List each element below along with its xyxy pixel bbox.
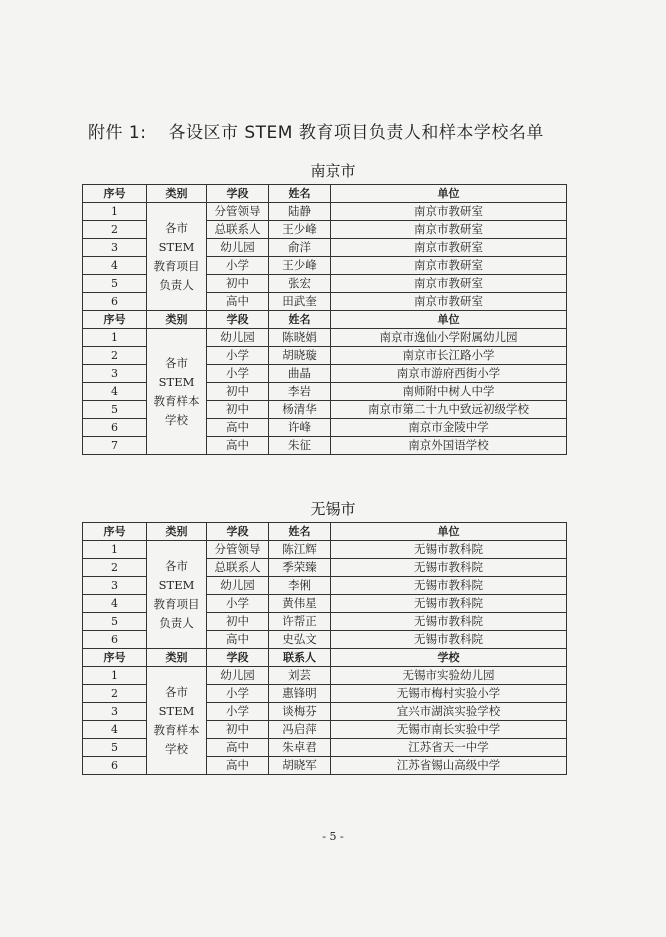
unit-cell: 南京市教研室 bbox=[331, 293, 567, 311]
unit-cell: 宜兴市湖滨实验学校 bbox=[331, 703, 567, 721]
leader-row bbox=[83, 203, 567, 221]
row-index: 1 bbox=[83, 667, 147, 685]
document-title: 各设区市 STEM 教育项目负责人和样本学校名单 bbox=[168, 123, 544, 143]
person-name-cell: 陈江辉 bbox=[269, 541, 331, 559]
header-index: 序号 bbox=[83, 523, 147, 541]
page-title bbox=[88, 118, 608, 143]
stage-cell: 初中 bbox=[207, 721, 269, 739]
attachment-label: 附件 1: bbox=[88, 123, 147, 143]
person-name-cell: 许峰 bbox=[269, 419, 331, 437]
nanjing-table bbox=[82, 184, 567, 455]
person-name-cell: 黄伟星 bbox=[269, 595, 331, 613]
unit-cell: 南京外国语学校 bbox=[331, 437, 567, 455]
person-name-cell: 许帮正 bbox=[269, 613, 331, 631]
person-name-cell: 王少峰 bbox=[269, 257, 331, 275]
row-index: 4 bbox=[83, 257, 147, 275]
row-index: 2 bbox=[83, 559, 147, 577]
person-name-cell: 陈晓娟 bbox=[269, 329, 331, 347]
row-index: 2 bbox=[83, 347, 147, 365]
stage-cell: 高中 bbox=[207, 437, 269, 455]
stage-cell: 幼儿园 bbox=[207, 667, 269, 685]
unit-cell: 无锡市教科院 bbox=[331, 559, 567, 577]
school-category-cell: 各市 STEM 教育样本学校 bbox=[147, 329, 207, 455]
unit-cell: 无锡市实验幼儿园 bbox=[331, 667, 567, 685]
person-name-cell: 田武奎 bbox=[269, 293, 331, 311]
school-row bbox=[83, 329, 567, 347]
row-index: 1 bbox=[83, 203, 147, 221]
unit-cell: 南京市游府西街小学 bbox=[331, 365, 567, 383]
person-name-cell: 冯启萍 bbox=[269, 721, 331, 739]
header-stage: 学段 bbox=[207, 649, 269, 667]
stage-cell: 高中 bbox=[207, 739, 269, 757]
stage-cell: 初中 bbox=[207, 613, 269, 631]
row-index: 7 bbox=[83, 437, 147, 455]
unit-cell: 无锡市教科院 bbox=[331, 577, 567, 595]
leader-row bbox=[83, 541, 567, 559]
header-name: 姓名 bbox=[269, 523, 331, 541]
person-name-cell: 刘芸 bbox=[269, 667, 331, 685]
header-category: 类别 bbox=[147, 185, 207, 203]
header-stage: 学段 bbox=[207, 523, 269, 541]
stage-cell: 总联系人 bbox=[207, 221, 269, 239]
person-name-cell: 胡晓璇 bbox=[269, 347, 331, 365]
row-index: 4 bbox=[83, 595, 147, 613]
unit-cell: 无锡市教科院 bbox=[331, 541, 567, 559]
school-header-row bbox=[83, 311, 567, 329]
person-name-cell: 胡晓军 bbox=[269, 757, 331, 775]
unit-cell: 江苏省天一中学 bbox=[331, 739, 567, 757]
row-index: 3 bbox=[83, 365, 147, 383]
stage-cell: 幼儿园 bbox=[207, 577, 269, 595]
person-name-cell: 杨清华 bbox=[269, 401, 331, 419]
person-name-cell: 陆静 bbox=[269, 203, 331, 221]
stage-cell: 小学 bbox=[207, 257, 269, 275]
stage-cell: 初中 bbox=[207, 401, 269, 419]
row-index: 5 bbox=[83, 275, 147, 293]
header-name: 姓名 bbox=[269, 311, 331, 329]
header-category: 类别 bbox=[147, 311, 207, 329]
row-index: 5 bbox=[83, 739, 147, 757]
header-stage: 学段 bbox=[207, 185, 269, 203]
leader-header-row bbox=[83, 523, 567, 541]
unit-cell: 南京市教研室 bbox=[331, 203, 567, 221]
row-index: 2 bbox=[83, 221, 147, 239]
row-index: 3 bbox=[83, 239, 147, 257]
row-index: 3 bbox=[83, 577, 147, 595]
city-heading-nanjing: 南京市 bbox=[310, 162, 356, 180]
stage-cell: 高中 bbox=[207, 631, 269, 649]
person-name-cell: 李岩 bbox=[269, 383, 331, 401]
unit-cell: 南京市教研室 bbox=[331, 257, 567, 275]
unit-cell: 南京市逸仙小学附属幼儿园 bbox=[331, 329, 567, 347]
row-index: 4 bbox=[83, 721, 147, 739]
row-index: 6 bbox=[83, 757, 147, 775]
person-name-cell: 惠锋明 bbox=[269, 685, 331, 703]
unit-cell: 江苏省锡山高级中学 bbox=[331, 757, 567, 775]
row-index: 2 bbox=[83, 685, 147, 703]
school-row bbox=[83, 667, 567, 685]
unit-cell: 无锡市教科院 bbox=[331, 631, 567, 649]
person-name-cell: 史弘文 bbox=[269, 631, 331, 649]
row-index: 6 bbox=[83, 293, 147, 311]
row-index: 5 bbox=[83, 401, 147, 419]
page-number: - 5 - bbox=[322, 830, 344, 843]
header-name: 联系人 bbox=[269, 649, 331, 667]
header-unit: 学校 bbox=[331, 649, 567, 667]
person-name-cell: 曲晶 bbox=[269, 365, 331, 383]
stage-cell: 总联系人 bbox=[207, 559, 269, 577]
header-category: 类别 bbox=[147, 523, 207, 541]
header-name: 姓名 bbox=[269, 185, 331, 203]
person-name-cell: 张宏 bbox=[269, 275, 331, 293]
stage-cell: 小学 bbox=[207, 365, 269, 383]
school-header-row bbox=[83, 649, 567, 667]
stage-cell: 分管领导 bbox=[207, 541, 269, 559]
city-heading-wuxi: 无锡市 bbox=[310, 500, 356, 518]
stage-cell: 小学 bbox=[207, 703, 269, 721]
leader-header-row bbox=[83, 185, 567, 203]
unit-cell: 南京市长江路小学 bbox=[331, 347, 567, 365]
unit-cell: 南京市金陵中学 bbox=[331, 419, 567, 437]
row-index: 6 bbox=[83, 419, 147, 437]
person-name-cell: 谈梅芬 bbox=[269, 703, 331, 721]
header-unit: 单位 bbox=[331, 311, 567, 329]
stage-cell: 幼儿园 bbox=[207, 239, 269, 257]
stage-cell: 小学 bbox=[207, 685, 269, 703]
header-unit: 单位 bbox=[331, 523, 567, 541]
stage-cell: 小学 bbox=[207, 595, 269, 613]
stage-cell: 高中 bbox=[207, 757, 269, 775]
unit-cell: 南京市教研室 bbox=[331, 221, 567, 239]
header-unit: 单位 bbox=[331, 185, 567, 203]
unit-cell: 无锡市教科院 bbox=[331, 613, 567, 631]
header-index: 序号 bbox=[83, 649, 147, 667]
header-index: 序号 bbox=[83, 311, 147, 329]
person-name-cell: 王少峰 bbox=[269, 221, 331, 239]
stage-cell: 高中 bbox=[207, 419, 269, 437]
unit-cell: 无锡市梅村实验小学 bbox=[331, 685, 567, 703]
unit-cell: 无锡市教科院 bbox=[331, 595, 567, 613]
person-name-cell: 朱征 bbox=[269, 437, 331, 455]
leader-category-cell: 各市 STEM 教育项目负责人 bbox=[147, 203, 207, 311]
row-index: 5 bbox=[83, 613, 147, 631]
unit-cell: 南京市教研室 bbox=[331, 275, 567, 293]
person-name-cell: 季荣臻 bbox=[269, 559, 331, 577]
row-index: 3 bbox=[83, 703, 147, 721]
header-index: 序号 bbox=[83, 185, 147, 203]
stage-cell: 小学 bbox=[207, 347, 269, 365]
unit-cell: 南师附中树人中学 bbox=[331, 383, 567, 401]
person-name-cell: 李俐 bbox=[269, 577, 331, 595]
school-category-cell: 各市 STEM 教育样本学校 bbox=[147, 667, 207, 775]
row-index: 6 bbox=[83, 631, 147, 649]
stage-cell: 初中 bbox=[207, 275, 269, 293]
stage-cell: 幼儿园 bbox=[207, 329, 269, 347]
unit-cell: 南京市第二十九中致远初级学校 bbox=[331, 401, 567, 419]
header-category: 类别 bbox=[147, 649, 207, 667]
leader-category-cell: 各市 STEM 教育项目负责人 bbox=[147, 541, 207, 649]
row-index: 4 bbox=[83, 383, 147, 401]
header-stage: 学段 bbox=[207, 311, 269, 329]
stage-cell: 高中 bbox=[207, 293, 269, 311]
stage-cell: 分管领导 bbox=[207, 203, 269, 221]
unit-cell: 南京市教研室 bbox=[331, 239, 567, 257]
wuxi-table bbox=[82, 522, 567, 775]
person-name-cell: 朱卓君 bbox=[269, 739, 331, 757]
unit-cell: 无锡市南长实验中学 bbox=[331, 721, 567, 739]
row-index: 1 bbox=[83, 541, 147, 559]
row-index: 1 bbox=[83, 329, 147, 347]
person-name-cell: 俞洋 bbox=[269, 239, 331, 257]
stage-cell: 初中 bbox=[207, 383, 269, 401]
